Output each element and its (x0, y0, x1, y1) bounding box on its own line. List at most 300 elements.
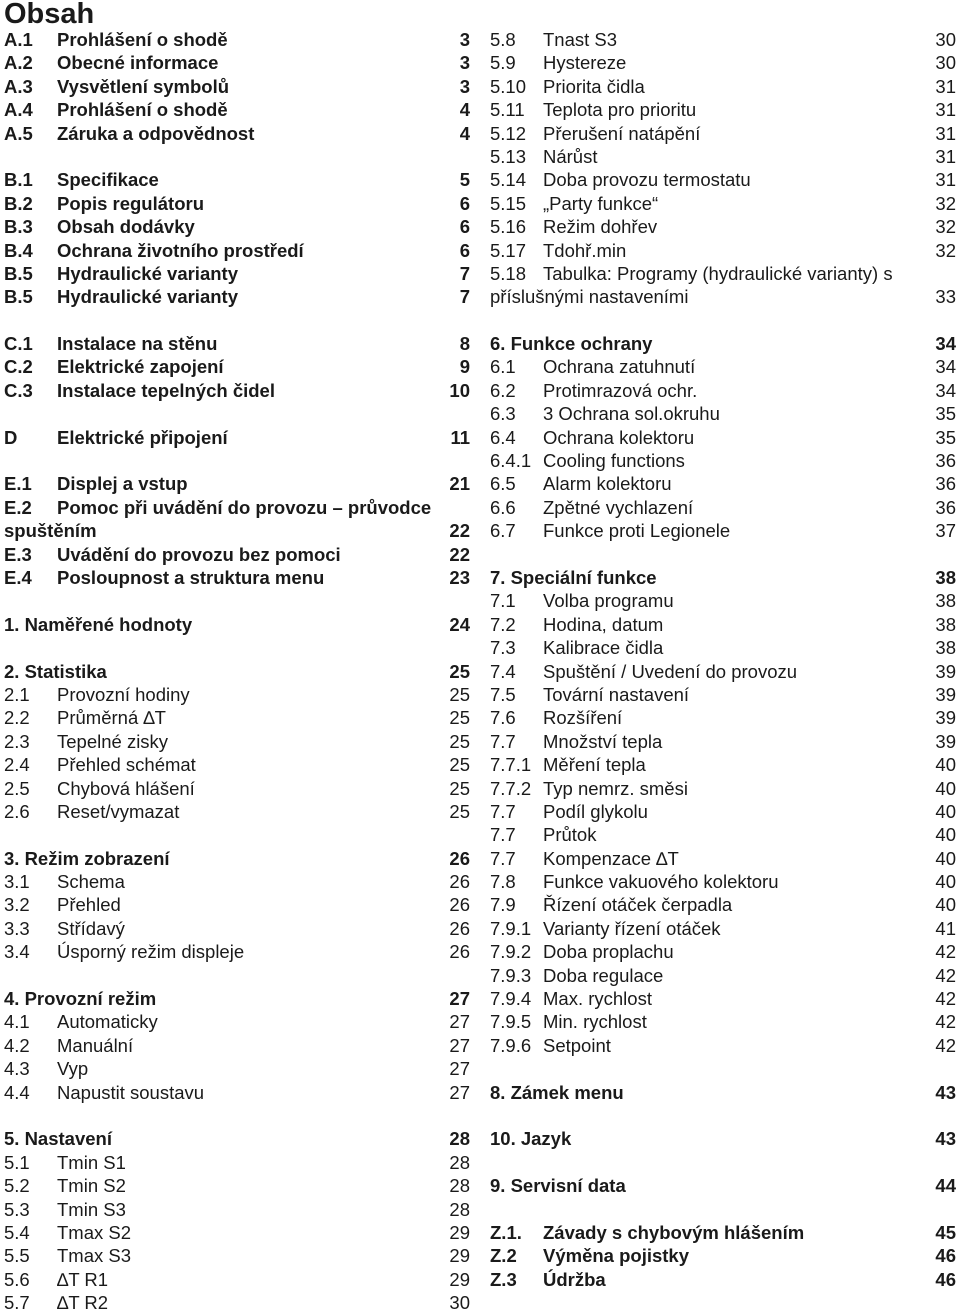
toc-entry[interactable] (490, 683, 956, 706)
toc-entry-label: Ochrana kolektoru (543, 426, 695, 448)
toc-entry-page-number: 34 (935, 379, 956, 401)
toc-entry-page-number: 29 (449, 1245, 470, 1267)
toc-entry-number: 5.6 (4, 1268, 30, 1290)
toc-entry[interactable] (490, 987, 956, 1010)
toc-entry-page-number: 42 (935, 1011, 956, 1033)
toc-entry-page-number: 35 (935, 403, 956, 425)
toc-entry-number: E.3 (4, 543, 32, 565)
toc-entry-number: B.5 (4, 286, 33, 308)
toc-entry-page-number: 4 (459, 99, 470, 121)
toc-entry-number: 5.12 (490, 122, 527, 144)
toc-entry-page-number: 26 (449, 941, 470, 963)
toc-entry-number: C.2 (4, 356, 33, 378)
toc-entry-number: 7.9.4 (490, 988, 532, 1010)
toc-entry-page-number: 31 (935, 99, 956, 121)
toc-entry-label: Obecné informace (57, 52, 219, 74)
toc-entry-label: 3. Režim zobrazení (4, 847, 170, 869)
toc-entry[interactable] (490, 613, 956, 636)
toc-entry-number: 7.9.1 (490, 917, 532, 939)
toc-entry[interactable] (4, 239, 470, 262)
toc-entry[interactable] (490, 122, 956, 145)
toc-entry-page-number: 10 (449, 379, 470, 401)
toc-entry-page-number: 21 (449, 473, 470, 495)
toc-entry-page-number: 33 (935, 286, 956, 308)
toc-entry[interactable] (490, 1268, 956, 1291)
toc-entry-page-number: 25 (449, 777, 470, 799)
toc-entry-label: Volba programu (543, 590, 674, 612)
toc-entry-label: Typ nemrz. směsi (543, 777, 688, 799)
toc-entry-page-number: 40 (935, 847, 956, 869)
toc-entry-label: 8. Zámek menu (490, 1081, 624, 1103)
toc-entry-number: 7.7 (490, 847, 516, 869)
toc-entry-label: Údržba (543, 1268, 606, 1290)
toc-entry-label: Varianty řízení otáček (543, 917, 721, 939)
toc-entry-label: Funkce proti Legionele (543, 520, 731, 542)
toc-entry[interactable] (4, 987, 470, 1010)
toc-entry-page-number: 26 (449, 871, 470, 893)
toc-column-left (4, 28, 470, 1315)
toc-entry-page-number: 26 (449, 847, 470, 869)
toc-entry-page-number: 7 (459, 286, 470, 308)
toc-entry[interactable] (4, 683, 470, 706)
toc-entry-label: Setpoint (543, 1034, 611, 1056)
toc-entry[interactable] (4, 1174, 470, 1197)
toc-entry[interactable] (4, 1268, 470, 1291)
toc-entry-label: 10. Jazyk (490, 1128, 572, 1150)
toc-entry-page-number: 40 (935, 871, 956, 893)
toc-entry[interactable] (4, 332, 470, 355)
toc-entry[interactable] (4, 426, 470, 449)
toc-entry[interactable] (4, 1244, 470, 1267)
toc-entry-page-number: 25 (449, 707, 470, 729)
toc-entry[interactable] (4, 262, 470, 285)
toc-entry-page-number: 38 (935, 613, 956, 635)
toc-entry-page-number: 24 (449, 613, 470, 635)
toc-column-right (490, 28, 956, 1291)
toc-entry-number: 5.1 (4, 1151, 30, 1173)
toc-entry-page-number: 31 (935, 75, 956, 97)
toc-entry[interactable] (490, 145, 956, 168)
toc-entry-page-number: 31 (935, 145, 956, 167)
toc-entry-number: 7.7 (490, 730, 516, 752)
toc-entry-page-number: 46 (935, 1268, 956, 1290)
toc-entry-label: Instalace tepelných čidel (57, 379, 275, 401)
toc-entry-label: ∆T R2 (57, 1292, 109, 1314)
toc-entry-label: Schema (57, 871, 125, 893)
toc-entry[interactable] (4, 28, 470, 51)
toc-entry[interactable] (4, 98, 470, 121)
toc-entry-label: Max. rychlost (543, 988, 652, 1010)
toc-entry-label: Záruka a odpovědnost (57, 122, 255, 144)
section-spacer (490, 1198, 956, 1221)
toc-entry-number: 7.7 (490, 800, 516, 822)
toc-entry-page-number: 39 (935, 660, 956, 682)
toc-entry-label: Doba regulace (543, 964, 664, 986)
toc-entry-page-number: 40 (935, 800, 956, 822)
toc-entry-page-number: 32 (935, 216, 956, 238)
page-title: Obsah (4, 0, 95, 30)
toc-entry-page-number: 40 (935, 894, 956, 916)
toc-entry-label: Tabulka: Programy (hydraulické varianty) s (543, 262, 893, 284)
toc-entry-number: 3.3 (4, 917, 30, 939)
toc-entry-number: E.4 (4, 567, 32, 588)
toc-entry-page-number: 29 (449, 1268, 470, 1290)
toc-entry-label: Nárůst (543, 145, 598, 167)
toc-entry-number: 6.7 (490, 520, 516, 542)
toc-entry[interactable] (490, 192, 956, 215)
toc-entry-page-number: 6 (459, 192, 470, 214)
toc-entry-number: 5.4 (4, 1221, 30, 1243)
toc-entry-label: Hydraulické varianty (57, 262, 238, 284)
toc-entry-label: Displej a vstup (57, 473, 188, 495)
toc-entry-number: B.3 (4, 216, 33, 238)
toc-entry[interactable] (4, 192, 470, 215)
section-spacer (4, 964, 470, 987)
toc-entry[interactable] (4, 379, 470, 402)
toc-entry-label: 3 Ochrana sol.okruhu (543, 403, 720, 425)
toc-entry-page-number: 6 (459, 239, 470, 261)
toc-entry-number: 5.15 (490, 192, 527, 214)
toc-entry[interactable] (4, 472, 470, 495)
toc-entry-label: Množství tepla (543, 730, 663, 752)
toc-entry[interactable] (490, 1081, 956, 1104)
toc-entry[interactable] (4, 613, 470, 636)
toc-entry-page-number: 36 (935, 473, 956, 495)
toc-entry[interactable] (490, 1010, 956, 1033)
toc-entry[interactable] (490, 917, 956, 940)
toc-entry[interactable] (4, 496, 470, 543)
toc-entry-label-continued: příslušnými nastaveními (490, 286, 689, 308)
toc-entry-number: Z.3 (490, 1268, 517, 1290)
toc-entry-label: Řízení otáček čerpadla (543, 894, 733, 916)
toc-entry-label: Obsah dodávky (57, 216, 195, 238)
toc-entry[interactable] (4, 215, 470, 238)
toc-entry-label: Hystereze (543, 52, 627, 74)
toc-entry[interactable] (490, 402, 956, 425)
toc-entry-label: Průměrná ∆T (57, 707, 166, 729)
toc-entry-number: 7.9.6 (490, 1034, 532, 1056)
toc-entry[interactable] (490, 332, 956, 355)
toc-entry-label: Přehled (57, 894, 121, 916)
toc-entry-label: Tmin S2 (57, 1175, 126, 1197)
toc-entry[interactable] (490, 519, 956, 542)
toc-entry-page-number: 8 (459, 333, 470, 355)
toc-entry-page-number: 25 (449, 754, 470, 776)
toc-entry-number: Z.1. (490, 1221, 522, 1243)
toc-entry[interactable] (4, 1151, 470, 1174)
toc-entry-page-number: 37 (935, 520, 956, 542)
toc-entry[interactable] (490, 1244, 956, 1267)
toc-entry[interactable] (4, 75, 470, 98)
toc-entry-page-number: 5 (459, 169, 470, 191)
toc-entry[interactable] (4, 870, 470, 893)
toc-entry-label: Hydraulické varianty (57, 286, 238, 308)
toc-entry[interactable] (490, 355, 956, 378)
toc-entry-label: Režim dohřev (543, 216, 658, 238)
toc-entry[interactable] (4, 1127, 470, 1150)
toc-entry-number: E.2 (4, 496, 32, 518)
toc-entry[interactable] (490, 262, 956, 309)
toc-entry[interactable] (4, 168, 470, 191)
toc-entry-number: 7.9 (490, 894, 516, 916)
toc-entry-number: 4.4 (4, 1081, 30, 1103)
toc-entry-number: 6.4 (490, 426, 516, 448)
toc-entry-page-number: 42 (935, 941, 956, 963)
toc-entry-number: 2.6 (4, 800, 30, 822)
toc-entry-label: 9. Servisní data (490, 1175, 626, 1197)
toc-entry-label: Tmax S3 (57, 1245, 132, 1267)
toc-entry[interactable] (4, 1198, 470, 1221)
toc-entry-label: Uvádění do provozu bez pomoci (57, 543, 341, 565)
toc-entry[interactable] (490, 28, 956, 51)
toc-entry-number: 4.2 (4, 1034, 30, 1056)
toc-entry-label: Tdohř.min (543, 239, 627, 261)
toc-entry-page-number: 27 (449, 1034, 470, 1056)
toc-entry-label: Kompenzace ∆T (543, 847, 679, 869)
toc-entry-label: Ochrana životního prostředí (57, 239, 304, 261)
toc-entry[interactable] (490, 940, 956, 963)
toc-entry[interactable] (490, 800, 956, 823)
toc-entry[interactable] (4, 706, 470, 729)
toc-entry-page-number: 31 (935, 169, 956, 191)
toc-entry-number: 7.5 (490, 683, 516, 705)
toc-entry-page-number: 39 (935, 730, 956, 752)
toc-entry-number: 5.7 (4, 1292, 30, 1314)
toc-entry-page-number: 32 (935, 192, 956, 214)
toc-entry-label: Alarm kolektoru (543, 473, 672, 495)
section-spacer (4, 1104, 470, 1127)
toc-entry-number: 5.5 (4, 1245, 30, 1267)
toc-entry-page-number: 27 (449, 1081, 470, 1103)
toc-entry-number: 7.7.1 (490, 754, 532, 776)
toc-entry-number: 5.17 (490, 239, 527, 261)
toc-entry-label: Posloupnost a struktura menu (57, 567, 325, 588)
toc-entry-page-number: 40 (935, 824, 956, 846)
toc-entry-number: 6.2 (490, 379, 516, 401)
toc-entry[interactable] (4, 1221, 470, 1244)
toc-entry-number: B.4 (4, 239, 33, 261)
toc-entry[interactable] (4, 285, 470, 308)
toc-entry[interactable] (490, 472, 956, 495)
toc-entry-label: Tnast S3 (543, 29, 618, 50)
toc-entry-label: Hodina, datum (543, 613, 664, 635)
toc-entry-page-number: 3 (459, 52, 470, 74)
toc-entry-number: C.1 (4, 333, 33, 355)
toc-entry-number: B.1 (4, 169, 33, 191)
toc-entry[interactable] (4, 660, 470, 683)
toc-entry-page-number: 38 (935, 637, 956, 659)
toc-entry-number: 3.2 (4, 894, 30, 916)
toc-entry[interactable] (490, 75, 956, 98)
toc-entry[interactable] (4, 122, 470, 145)
toc-entry-label: Výměna pojistky (543, 1245, 690, 1267)
toc-entry-number: 5.9 (490, 52, 516, 74)
toc-entry-number: B.5 (4, 262, 33, 284)
toc-entry-label: Průtok (543, 824, 597, 846)
toc-entry[interactable] (490, 168, 956, 191)
toc-entry-page-number: 40 (935, 754, 956, 776)
toc-entry-page-number: 44 (935, 1175, 956, 1197)
toc-entry[interactable] (4, 847, 470, 870)
toc-entry[interactable] (4, 1010, 470, 1033)
toc-entry-label: 2. Statistika (4, 660, 107, 682)
toc-entry-page-number: 29 (449, 1221, 470, 1243)
toc-entry[interactable] (4, 51, 470, 74)
section-spacer (4, 636, 470, 659)
toc-entry-number: 6.1 (490, 356, 516, 378)
toc-entry-number: 5.8 (490, 29, 516, 50)
toc-entry[interactable] (490, 1034, 956, 1057)
toc-entry[interactable] (490, 893, 956, 916)
toc-entry-page-number: 22 (449, 520, 470, 542)
section-spacer (4, 402, 470, 425)
toc-entry-page-number: 46 (935, 1245, 956, 1267)
toc-entry[interactable] (490, 777, 956, 800)
toc-entry-label: Prohlášení o shodě (57, 99, 228, 121)
toc-entry-page-number: 25 (449, 660, 470, 682)
toc-entry-page-number: 25 (449, 730, 470, 752)
toc-entry-label: Protimrazová ochr. (543, 379, 698, 401)
toc-entry-label: Prohlášení o shodě (57, 29, 228, 50)
toc-entry[interactable] (4, 730, 470, 753)
section-spacer (490, 309, 956, 332)
toc-entry[interactable] (490, 847, 956, 870)
toc-entry-page-number: 11 (450, 426, 470, 448)
toc-entry[interactable] (490, 753, 956, 776)
toc-entry[interactable] (490, 426, 956, 449)
toc-entry-label: Měření tepla (543, 754, 646, 776)
toc-entry[interactable] (490, 239, 956, 262)
toc-entry-page-number: 43 (935, 1128, 956, 1150)
toc-entry[interactable] (490, 730, 956, 753)
toc-entry-page-number: 4 (459, 122, 470, 144)
toc-entry-label: Popis regulátoru (57, 192, 204, 214)
toc-entry-number: D (4, 426, 18, 448)
toc-entry-label: Rozšíření (543, 707, 623, 729)
toc-entry[interactable] (4, 917, 470, 940)
toc-entry-number: C.3 (4, 379, 33, 401)
toc-entry-number: 2.2 (4, 707, 30, 729)
toc-entry[interactable] (4, 800, 470, 823)
toc-entry[interactable] (490, 98, 956, 121)
toc-entry[interactable] (490, 379, 956, 402)
toc-entry-page-number: 25 (449, 683, 470, 705)
toc-entry-label: Cooling functions (543, 450, 685, 472)
section-spacer (4, 309, 470, 332)
toc-entry-page-number: 26 (449, 894, 470, 916)
toc-entry-label: Instalace na stěnu (57, 333, 218, 355)
toc-entry[interactable] (490, 1221, 956, 1244)
toc-entry-label: Tmax S2 (57, 1221, 132, 1243)
toc-entry[interactable] (490, 870, 956, 893)
toc-entry-number: 4.1 (4, 1011, 30, 1033)
toc-entry-page-number: 3 (459, 75, 470, 97)
toc-entry[interactable] (490, 823, 956, 846)
toc-entry[interactable] (4, 940, 470, 963)
toc-entry[interactable] (490, 1174, 956, 1197)
toc-entry[interactable] (490, 566, 956, 589)
toc-entry[interactable] (490, 706, 956, 729)
toc-entry-page-number: 30 (449, 1292, 470, 1314)
toc-entry[interactable] (4, 543, 470, 566)
toc-entry-page-number: 6 (459, 216, 470, 238)
toc-entry-page-number: 32 (935, 239, 956, 261)
toc-entry-number: A.3 (4, 75, 33, 97)
toc-entry-page-number: 31 (935, 122, 956, 144)
toc-entry-label: 7. Speciální funkce (490, 567, 657, 588)
toc-entry[interactable] (490, 660, 956, 683)
toc-entry-page-number: 27 (449, 1011, 470, 1033)
toc-entry[interactable] (490, 636, 956, 659)
toc-entry[interactable] (490, 449, 956, 472)
toc-entry[interactable] (490, 589, 956, 612)
toc-entry-number: 7.8 (490, 871, 516, 893)
toc-entry[interactable] (4, 1057, 470, 1080)
toc-entry-page-number: 34 (935, 356, 956, 378)
toc-entry-label: Ochrana zatuhnutí (543, 356, 696, 378)
toc-entry-number: 6.3 (490, 403, 516, 425)
toc-entry-label: Specifikace (57, 169, 159, 191)
toc-entry-page-number: 7 (459, 262, 470, 284)
toc-entry[interactable] (490, 215, 956, 238)
toc-entry-label: Doba proplachu (543, 941, 674, 963)
toc-entry-label: Doba provozu termostatu (543, 169, 751, 191)
toc-entry-number: 5.14 (490, 169, 527, 191)
toc-entry-number: 7.6 (490, 707, 516, 729)
toc-entry-page-number: 27 (449, 988, 470, 1010)
toc-entry-number: 5.2 (4, 1175, 30, 1197)
toc-entry[interactable] (490, 964, 956, 987)
toc-entry-label: Manuální (57, 1034, 134, 1056)
toc-entry[interactable] (490, 1127, 956, 1150)
toc-entry-label: ∆T R1 (57, 1268, 109, 1290)
toc-entry-page-number: 9 (459, 356, 470, 378)
toc-entry-number: 2.5 (4, 777, 30, 799)
toc-entry-page-number: 36 (935, 450, 956, 472)
toc-entry[interactable] (490, 496, 956, 519)
toc-entry-label: „Party funkce“ (543, 192, 659, 214)
toc-entry[interactable] (4, 893, 470, 916)
toc-entry[interactable] (4, 753, 470, 776)
toc-entry-label: 1. Naměřené hodnoty (4, 613, 193, 635)
toc-entry-page-number: 22 (449, 543, 470, 565)
toc-entry-page-number: 36 (935, 496, 956, 518)
toc-entry[interactable] (4, 355, 470, 378)
toc-entry-number: 2.4 (4, 754, 30, 776)
toc-entry[interactable] (4, 777, 470, 800)
toc-entry[interactable] (4, 1034, 470, 1057)
toc-entry-page-number: 30 (935, 52, 956, 74)
toc-entry-label: 5. Nastavení (4, 1128, 112, 1150)
toc-entry-number: A.4 (4, 99, 33, 121)
toc-entry-number: 6.6 (490, 496, 516, 518)
toc-entry[interactable] (4, 566, 470, 589)
toc-entry-page-number: 25 (449, 800, 470, 822)
toc-entry-page-number: 39 (935, 683, 956, 705)
toc-entry[interactable] (490, 51, 956, 74)
toc-entry-number: A.5 (4, 122, 33, 144)
toc-entry-number: 7.1 (490, 590, 516, 612)
toc-entry-label: Napustit soustavu (57, 1081, 205, 1103)
toc-entry-number: 7.4 (490, 660, 516, 682)
toc-entry[interactable] (4, 1081, 470, 1104)
toc-entry-label: Chybová hlášení (57, 777, 195, 799)
section-spacer (490, 1057, 956, 1080)
toc-entry-number: 5.16 (490, 216, 527, 238)
toc-entry-number: 7.9.2 (490, 941, 532, 963)
section-spacer (4, 589, 470, 612)
toc-entry-number: 6.4.1 (490, 450, 532, 472)
